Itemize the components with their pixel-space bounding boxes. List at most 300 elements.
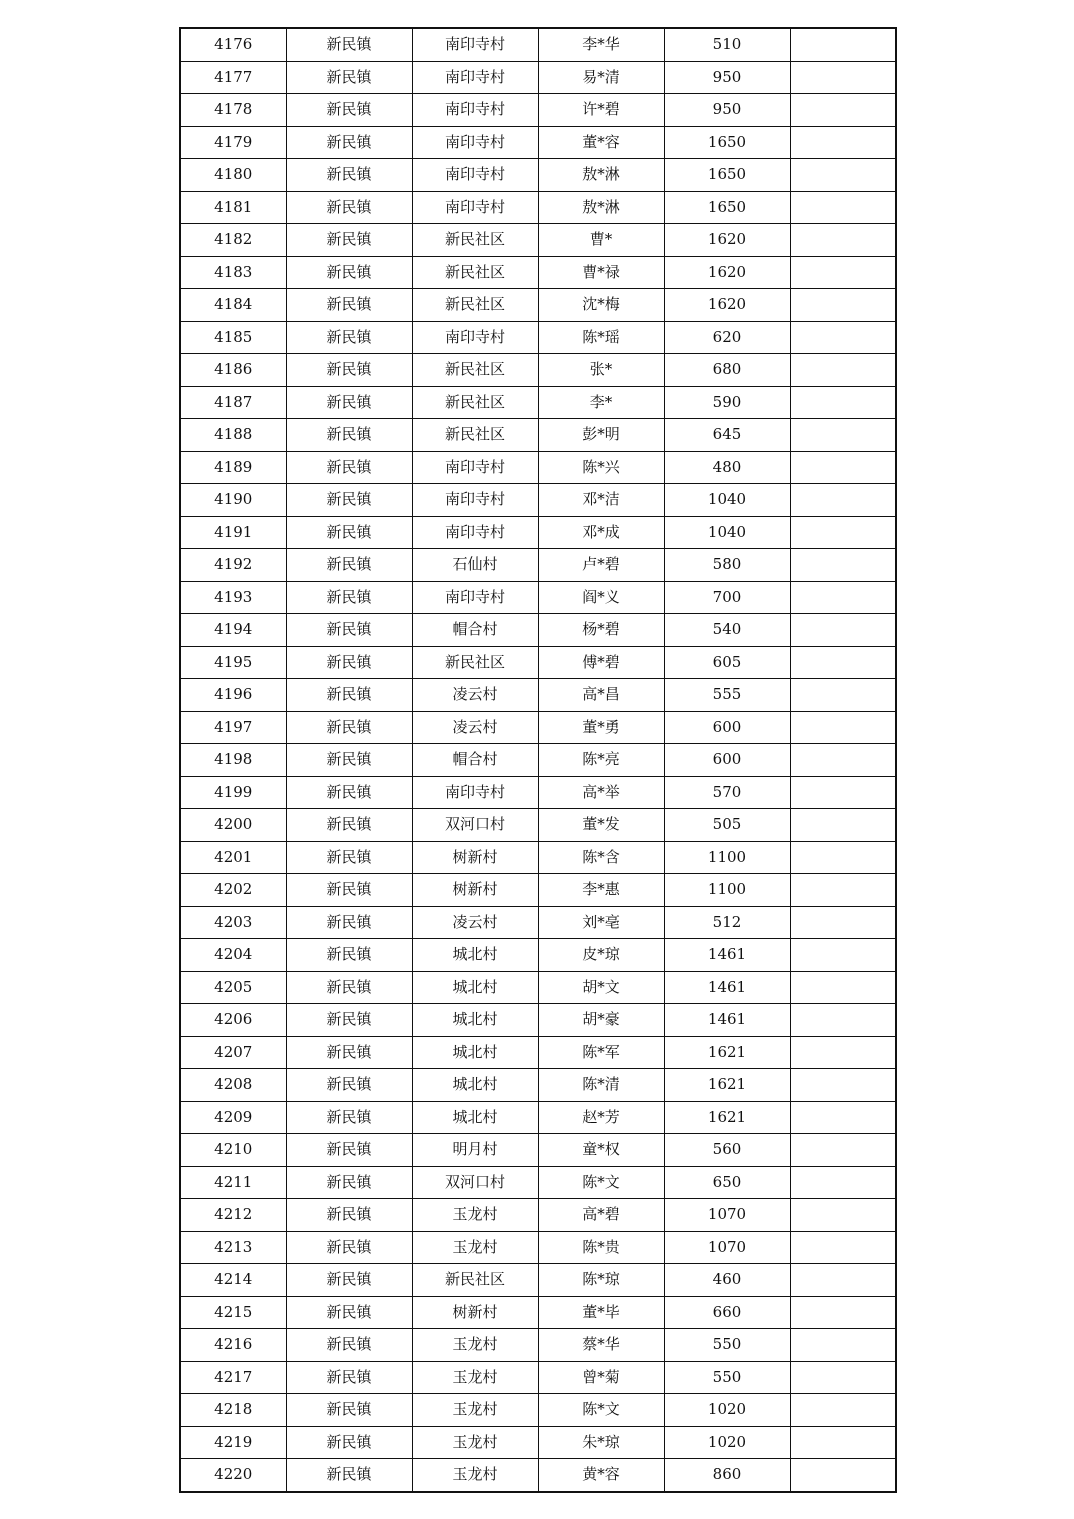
table-row bbox=[180, 159, 896, 192]
town-cell: 新民镇 bbox=[286, 484, 412, 517]
table-row bbox=[180, 289, 896, 322]
serial-number-cell: 4188 bbox=[180, 419, 286, 452]
serial-number-cell: 4205 bbox=[180, 971, 286, 1004]
serial-number-cell: 4180 bbox=[180, 159, 286, 192]
village-cell: 新民社区 bbox=[412, 1264, 538, 1297]
amount-cell: 555 bbox=[664, 679, 790, 712]
note-cell bbox=[790, 1069, 896, 1102]
table-row bbox=[180, 809, 896, 842]
town-cell: 新民镇 bbox=[286, 354, 412, 387]
person-name-cell: 朱*琼 bbox=[538, 1426, 664, 1459]
note-cell bbox=[790, 1361, 896, 1394]
village-cell: 新民社区 bbox=[412, 354, 538, 387]
village-cell: 南印寺村 bbox=[412, 321, 538, 354]
serial-number-cell: 4215 bbox=[180, 1296, 286, 1329]
village-cell: 凌云村 bbox=[412, 711, 538, 744]
table-row bbox=[180, 1329, 896, 1362]
note-cell bbox=[790, 581, 896, 614]
village-cell: 玉龙村 bbox=[412, 1394, 538, 1427]
town-cell: 新民镇 bbox=[286, 1231, 412, 1264]
table-row bbox=[180, 1231, 896, 1264]
table-row bbox=[180, 516, 896, 549]
person-name-cell: 杨*碧 bbox=[538, 614, 664, 647]
village-cell: 南印寺村 bbox=[412, 191, 538, 224]
person-name-cell: 陈*贵 bbox=[538, 1231, 664, 1264]
town-cell: 新民镇 bbox=[286, 289, 412, 322]
serial-number-cell: 4178 bbox=[180, 94, 286, 127]
note-cell bbox=[790, 289, 896, 322]
village-cell: 树新村 bbox=[412, 874, 538, 907]
town-cell: 新民镇 bbox=[286, 549, 412, 582]
amount-cell: 1620 bbox=[664, 224, 790, 257]
person-name-cell: 曹*禄 bbox=[538, 256, 664, 289]
person-name-cell: 陈*文 bbox=[538, 1394, 664, 1427]
town-cell: 新民镇 bbox=[286, 1166, 412, 1199]
serial-number-cell: 4177 bbox=[180, 61, 286, 94]
town-cell: 新民镇 bbox=[286, 614, 412, 647]
note-cell bbox=[790, 1426, 896, 1459]
amount-cell: 1070 bbox=[664, 1231, 790, 1264]
table-row bbox=[180, 1166, 896, 1199]
amount-cell: 1620 bbox=[664, 256, 790, 289]
amount-cell: 1461 bbox=[664, 1004, 790, 1037]
note-cell bbox=[790, 744, 896, 777]
serial-number-cell: 4210 bbox=[180, 1134, 286, 1167]
town-cell: 新民镇 bbox=[286, 28, 412, 61]
table-row bbox=[180, 1296, 896, 1329]
note-cell bbox=[790, 1296, 896, 1329]
table-row bbox=[180, 94, 896, 127]
amount-cell: 1621 bbox=[664, 1101, 790, 1134]
village-cell: 树新村 bbox=[412, 841, 538, 874]
serial-number-cell: 4196 bbox=[180, 679, 286, 712]
table-row bbox=[180, 1134, 896, 1167]
town-cell: 新民镇 bbox=[286, 1426, 412, 1459]
table-row bbox=[180, 1426, 896, 1459]
person-name-cell: 董*发 bbox=[538, 809, 664, 842]
serial-number-cell: 4190 bbox=[180, 484, 286, 517]
table-row bbox=[180, 386, 896, 419]
amount-cell: 1620 bbox=[664, 289, 790, 322]
amount-cell: 700 bbox=[664, 581, 790, 614]
amount-cell: 512 bbox=[664, 906, 790, 939]
village-cell: 城北村 bbox=[412, 1004, 538, 1037]
note-cell bbox=[790, 419, 896, 452]
village-cell: 城北村 bbox=[412, 1069, 538, 1102]
town-cell: 新民镇 bbox=[286, 1361, 412, 1394]
amount-cell: 510 bbox=[664, 28, 790, 61]
amount-cell: 620 bbox=[664, 321, 790, 354]
serial-number-cell: 4189 bbox=[180, 451, 286, 484]
table-row bbox=[180, 28, 896, 61]
serial-number-cell: 4212 bbox=[180, 1199, 286, 1232]
town-cell: 新民镇 bbox=[286, 159, 412, 192]
note-cell bbox=[790, 61, 896, 94]
amount-cell: 1020 bbox=[664, 1426, 790, 1459]
amount-cell: 650 bbox=[664, 1166, 790, 1199]
note-cell bbox=[790, 159, 896, 192]
serial-number-cell: 4197 bbox=[180, 711, 286, 744]
person-name-cell: 胡*豪 bbox=[538, 1004, 664, 1037]
note-cell bbox=[790, 809, 896, 842]
town-cell: 新民镇 bbox=[286, 744, 412, 777]
note-cell bbox=[790, 321, 896, 354]
person-name-cell: 胡*文 bbox=[538, 971, 664, 1004]
person-name-cell: 李*华 bbox=[538, 28, 664, 61]
serial-number-cell: 4176 bbox=[180, 28, 286, 61]
village-cell: 凌云村 bbox=[412, 679, 538, 712]
person-name-cell: 邓*洁 bbox=[538, 484, 664, 517]
table-row bbox=[180, 191, 896, 224]
amount-cell: 460 bbox=[664, 1264, 790, 1297]
serial-number-cell: 4198 bbox=[180, 744, 286, 777]
table-row bbox=[180, 484, 896, 517]
town-cell: 新民镇 bbox=[286, 419, 412, 452]
amount-cell: 950 bbox=[664, 61, 790, 94]
town-cell: 新民镇 bbox=[286, 874, 412, 907]
town-cell: 新民镇 bbox=[286, 94, 412, 127]
village-cell: 新民社区 bbox=[412, 386, 538, 419]
village-cell: 南印寺村 bbox=[412, 581, 538, 614]
serial-number-cell: 4193 bbox=[180, 581, 286, 614]
table-row bbox=[180, 841, 896, 874]
village-cell: 南印寺村 bbox=[412, 776, 538, 809]
village-cell: 玉龙村 bbox=[412, 1329, 538, 1362]
serial-number-cell: 4211 bbox=[180, 1166, 286, 1199]
village-cell: 南印寺村 bbox=[412, 516, 538, 549]
amount-cell: 505 bbox=[664, 809, 790, 842]
person-name-cell: 陈*瑶 bbox=[538, 321, 664, 354]
amount-cell: 550 bbox=[664, 1329, 790, 1362]
note-cell bbox=[790, 711, 896, 744]
village-cell: 新民社区 bbox=[412, 224, 538, 257]
table-row bbox=[180, 906, 896, 939]
amount-cell: 1100 bbox=[664, 874, 790, 907]
person-name-cell: 陈*清 bbox=[538, 1069, 664, 1102]
village-cell: 南印寺村 bbox=[412, 94, 538, 127]
amount-cell: 860 bbox=[664, 1459, 790, 1492]
table-row bbox=[180, 1069, 896, 1102]
village-cell: 石仙村 bbox=[412, 549, 538, 582]
table-row bbox=[180, 744, 896, 777]
amount-cell: 1650 bbox=[664, 126, 790, 159]
amount-cell: 1040 bbox=[664, 484, 790, 517]
person-name-cell: 敖*淋 bbox=[538, 159, 664, 192]
serial-number-cell: 4218 bbox=[180, 1394, 286, 1427]
village-cell: 明月村 bbox=[412, 1134, 538, 1167]
village-cell: 帽合村 bbox=[412, 614, 538, 647]
amount-cell: 600 bbox=[664, 711, 790, 744]
serial-number-cell: 4204 bbox=[180, 939, 286, 972]
person-name-cell: 易*清 bbox=[538, 61, 664, 94]
note-cell bbox=[790, 451, 896, 484]
table-row bbox=[180, 224, 896, 257]
person-name-cell: 敖*淋 bbox=[538, 191, 664, 224]
table-row bbox=[180, 354, 896, 387]
amount-cell: 1461 bbox=[664, 971, 790, 1004]
serial-number-cell: 4194 bbox=[180, 614, 286, 647]
note-cell bbox=[790, 1036, 896, 1069]
person-name-cell: 李*惠 bbox=[538, 874, 664, 907]
serial-number-cell: 4186 bbox=[180, 354, 286, 387]
person-name-cell: 董*毕 bbox=[538, 1296, 664, 1329]
person-name-cell: 陈*文 bbox=[538, 1166, 664, 1199]
person-name-cell: 刘*亳 bbox=[538, 906, 664, 939]
village-cell: 新民社区 bbox=[412, 646, 538, 679]
table-row bbox=[180, 1004, 896, 1037]
town-cell: 新民镇 bbox=[286, 1264, 412, 1297]
amount-cell: 560 bbox=[664, 1134, 790, 1167]
person-name-cell: 童*权 bbox=[538, 1134, 664, 1167]
village-cell: 南印寺村 bbox=[412, 126, 538, 159]
serial-number-cell: 4207 bbox=[180, 1036, 286, 1069]
note-cell bbox=[790, 126, 896, 159]
note-cell bbox=[790, 28, 896, 61]
serial-number-cell: 4184 bbox=[180, 289, 286, 322]
serial-number-cell: 4179 bbox=[180, 126, 286, 159]
person-name-cell: 卢*碧 bbox=[538, 549, 664, 582]
town-cell: 新民镇 bbox=[286, 256, 412, 289]
note-cell bbox=[790, 354, 896, 387]
village-cell: 南印寺村 bbox=[412, 61, 538, 94]
note-cell bbox=[790, 614, 896, 647]
serial-number-cell: 4214 bbox=[180, 1264, 286, 1297]
village-cell: 双河口村 bbox=[412, 809, 538, 842]
serial-number-cell: 4208 bbox=[180, 1069, 286, 1102]
note-cell bbox=[790, 1101, 896, 1134]
serial-number-cell: 4220 bbox=[180, 1459, 286, 1492]
amount-cell: 1650 bbox=[664, 191, 790, 224]
table-row bbox=[180, 711, 896, 744]
person-name-cell: 黄*容 bbox=[538, 1459, 664, 1492]
town-cell: 新民镇 bbox=[286, 1394, 412, 1427]
village-cell: 树新村 bbox=[412, 1296, 538, 1329]
amount-cell: 580 bbox=[664, 549, 790, 582]
village-cell: 新民社区 bbox=[412, 256, 538, 289]
table-row bbox=[180, 581, 896, 614]
town-cell: 新民镇 bbox=[286, 809, 412, 842]
town-cell: 新民镇 bbox=[286, 646, 412, 679]
person-name-cell: 张* bbox=[538, 354, 664, 387]
town-cell: 新民镇 bbox=[286, 191, 412, 224]
village-cell: 城北村 bbox=[412, 971, 538, 1004]
table-row bbox=[180, 451, 896, 484]
village-cell: 凌云村 bbox=[412, 906, 538, 939]
person-name-cell: 陈*军 bbox=[538, 1036, 664, 1069]
table-row bbox=[180, 679, 896, 712]
person-name-cell: 皮*琼 bbox=[538, 939, 664, 972]
village-cell: 玉龙村 bbox=[412, 1459, 538, 1492]
town-cell: 新民镇 bbox=[286, 516, 412, 549]
town-cell: 新民镇 bbox=[286, 1134, 412, 1167]
person-name-cell: 高*昌 bbox=[538, 679, 664, 712]
amount-cell: 1100 bbox=[664, 841, 790, 874]
town-cell: 新民镇 bbox=[286, 1036, 412, 1069]
table-row bbox=[180, 126, 896, 159]
person-name-cell: 许*碧 bbox=[538, 94, 664, 127]
person-name-cell: 傅*碧 bbox=[538, 646, 664, 679]
village-cell: 玉龙村 bbox=[412, 1199, 538, 1232]
serial-number-cell: 4209 bbox=[180, 1101, 286, 1134]
person-name-cell: 陈*琼 bbox=[538, 1264, 664, 1297]
village-cell: 南印寺村 bbox=[412, 451, 538, 484]
town-cell: 新民镇 bbox=[286, 61, 412, 94]
person-name-cell: 蔡*华 bbox=[538, 1329, 664, 1362]
amount-cell: 1020 bbox=[664, 1394, 790, 1427]
table-row bbox=[180, 1459, 896, 1492]
roster-table bbox=[179, 27, 897, 1493]
note-cell bbox=[790, 679, 896, 712]
town-cell: 新民镇 bbox=[286, 1101, 412, 1134]
town-cell: 新民镇 bbox=[286, 1199, 412, 1232]
amount-cell: 645 bbox=[664, 419, 790, 452]
person-name-cell: 曾*菊 bbox=[538, 1361, 664, 1394]
note-cell bbox=[790, 1134, 896, 1167]
amount-cell: 590 bbox=[664, 386, 790, 419]
table-row bbox=[180, 1101, 896, 1134]
person-name-cell: 陈*兴 bbox=[538, 451, 664, 484]
serial-number-cell: 4217 bbox=[180, 1361, 286, 1394]
serial-number-cell: 4181 bbox=[180, 191, 286, 224]
village-cell: 帽合村 bbox=[412, 744, 538, 777]
table-row bbox=[180, 1199, 896, 1232]
town-cell: 新民镇 bbox=[286, 971, 412, 1004]
serial-number-cell: 4182 bbox=[180, 224, 286, 257]
town-cell: 新民镇 bbox=[286, 776, 412, 809]
note-cell bbox=[790, 516, 896, 549]
village-cell: 城北村 bbox=[412, 939, 538, 972]
amount-cell: 1621 bbox=[664, 1069, 790, 1102]
town-cell: 新民镇 bbox=[286, 906, 412, 939]
village-cell: 新民社区 bbox=[412, 419, 538, 452]
table-row bbox=[180, 256, 896, 289]
village-cell: 双河口村 bbox=[412, 1166, 538, 1199]
town-cell: 新民镇 bbox=[286, 1069, 412, 1102]
town-cell: 新民镇 bbox=[286, 126, 412, 159]
table-row bbox=[180, 321, 896, 354]
town-cell: 新民镇 bbox=[286, 321, 412, 354]
amount-cell: 605 bbox=[664, 646, 790, 679]
serial-number-cell: 4200 bbox=[180, 809, 286, 842]
table-row bbox=[180, 1394, 896, 1427]
town-cell: 新民镇 bbox=[286, 679, 412, 712]
note-cell bbox=[790, 1329, 896, 1362]
note-cell bbox=[790, 1394, 896, 1427]
town-cell: 新民镇 bbox=[286, 1296, 412, 1329]
amount-cell: 570 bbox=[664, 776, 790, 809]
village-cell: 玉龙村 bbox=[412, 1426, 538, 1459]
table-row bbox=[180, 419, 896, 452]
note-cell bbox=[790, 484, 896, 517]
note-cell bbox=[790, 906, 896, 939]
town-cell: 新民镇 bbox=[286, 386, 412, 419]
roster-table-body bbox=[180, 28, 896, 1492]
amount-cell: 1621 bbox=[664, 1036, 790, 1069]
note-cell bbox=[790, 1264, 896, 1297]
note-cell bbox=[790, 1231, 896, 1264]
serial-number-cell: 4183 bbox=[180, 256, 286, 289]
note-cell bbox=[790, 874, 896, 907]
person-name-cell: 曹* bbox=[538, 224, 664, 257]
note-cell bbox=[790, 1004, 896, 1037]
town-cell: 新民镇 bbox=[286, 841, 412, 874]
amount-cell: 680 bbox=[664, 354, 790, 387]
serial-number-cell: 4202 bbox=[180, 874, 286, 907]
person-name-cell: 李* bbox=[538, 386, 664, 419]
note-cell bbox=[790, 1459, 896, 1492]
table-row bbox=[180, 776, 896, 809]
amount-cell: 1070 bbox=[664, 1199, 790, 1232]
person-name-cell: 陈*亮 bbox=[538, 744, 664, 777]
note-cell bbox=[790, 386, 896, 419]
village-cell: 南印寺村 bbox=[412, 159, 538, 192]
note-cell bbox=[790, 549, 896, 582]
serial-number-cell: 4199 bbox=[180, 776, 286, 809]
town-cell: 新民镇 bbox=[286, 1459, 412, 1492]
village-cell: 城北村 bbox=[412, 1036, 538, 1069]
serial-number-cell: 4206 bbox=[180, 1004, 286, 1037]
table-row bbox=[180, 874, 896, 907]
amount-cell: 1040 bbox=[664, 516, 790, 549]
amount-cell: 660 bbox=[664, 1296, 790, 1329]
note-cell bbox=[790, 94, 896, 127]
village-cell: 玉龙村 bbox=[412, 1361, 538, 1394]
person-name-cell: 董*容 bbox=[538, 126, 664, 159]
note-cell bbox=[790, 256, 896, 289]
serial-number-cell: 4192 bbox=[180, 549, 286, 582]
serial-number-cell: 4187 bbox=[180, 386, 286, 419]
table-row bbox=[180, 614, 896, 647]
amount-cell: 600 bbox=[664, 744, 790, 777]
amount-cell: 1650 bbox=[664, 159, 790, 192]
town-cell: 新民镇 bbox=[286, 939, 412, 972]
serial-number-cell: 4213 bbox=[180, 1231, 286, 1264]
town-cell: 新民镇 bbox=[286, 451, 412, 484]
amount-cell: 540 bbox=[664, 614, 790, 647]
person-name-cell: 高*举 bbox=[538, 776, 664, 809]
note-cell bbox=[790, 646, 896, 679]
serial-number-cell: 4216 bbox=[180, 1329, 286, 1362]
note-cell bbox=[790, 939, 896, 972]
note-cell bbox=[790, 224, 896, 257]
table-row bbox=[180, 971, 896, 1004]
village-cell: 南印寺村 bbox=[412, 28, 538, 61]
note-cell bbox=[790, 971, 896, 1004]
note-cell bbox=[790, 776, 896, 809]
person-name-cell: 陈*含 bbox=[538, 841, 664, 874]
amount-cell: 950 bbox=[664, 94, 790, 127]
village-cell: 南印寺村 bbox=[412, 484, 538, 517]
note-cell bbox=[790, 841, 896, 874]
person-name-cell: 彭*明 bbox=[538, 419, 664, 452]
note-cell bbox=[790, 1199, 896, 1232]
person-name-cell: 赵*芳 bbox=[538, 1101, 664, 1134]
person-name-cell: 邓*成 bbox=[538, 516, 664, 549]
person-name-cell: 董*勇 bbox=[538, 711, 664, 744]
amount-cell: 480 bbox=[664, 451, 790, 484]
person-name-cell: 沈*梅 bbox=[538, 289, 664, 322]
note-cell bbox=[790, 191, 896, 224]
table-row bbox=[180, 1264, 896, 1297]
note-cell bbox=[790, 1166, 896, 1199]
serial-number-cell: 4219 bbox=[180, 1426, 286, 1459]
serial-number-cell: 4185 bbox=[180, 321, 286, 354]
town-cell: 新民镇 bbox=[286, 224, 412, 257]
serial-number-cell: 4203 bbox=[180, 906, 286, 939]
town-cell: 新民镇 bbox=[286, 1004, 412, 1037]
village-cell: 玉龙村 bbox=[412, 1231, 538, 1264]
table-row bbox=[180, 1361, 896, 1394]
